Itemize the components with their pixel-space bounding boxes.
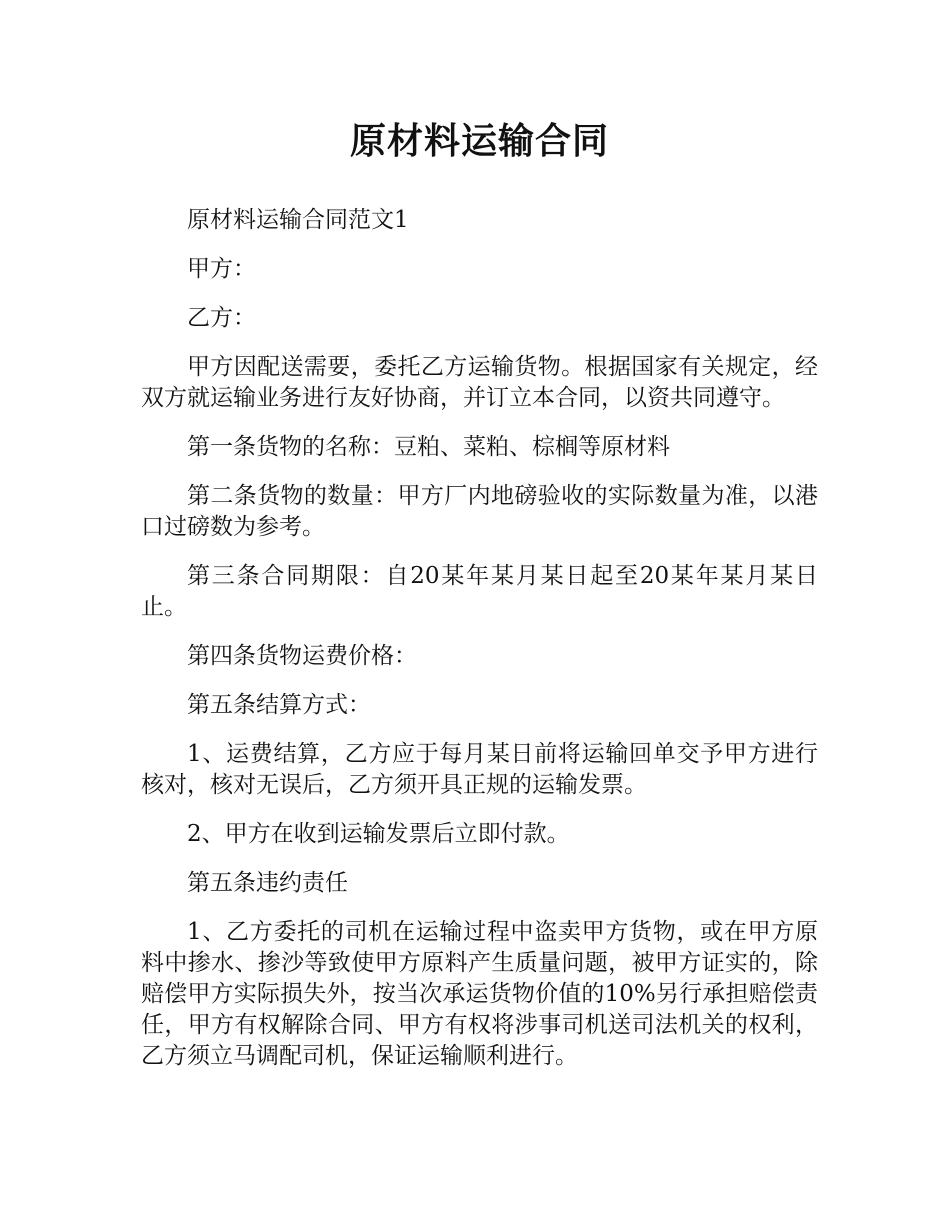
paragraph-liability-item-1: 1、乙方委托的司机在运输过程中盗卖甲方货物，或在甲方原料中掺水、掺沙等致使甲方原料产生质量问题，被甲方证实的，除赔偿甲方实际损失外，按当次承运货物价值的10%另行承担赔偿责任，甲方有权解除合同、甲方有权将涉事司机送司法机关的权利，乙方须立马调配司机，保证运输顺利进行。 [141,919,818,1069]
paragraph-party-a: 甲方： [187,256,256,282]
paragraph-party-b: 乙方： [187,305,256,331]
paragraph-article-4: 第四条货物运费价格： [187,643,417,669]
paragraph-article-5-liability: 第五条违约责任 [187,870,348,896]
paragraph-settlement-item-1: 1、运费结算，乙方应于每月某日前将运输回单交予甲方进行核对，核对无误后，乙方须开具正规的运输发票。 [141,741,818,798]
document-title: 原材料运输合同 [349,121,609,162]
paragraph-article-3: 第三条合同期限：自20某年某月某日起至20某年某月某日止。 [141,563,818,620]
paragraph-subtitle: 原材料运输合同范文1 [187,207,409,233]
paragraph-preamble: 甲方因配送需要，委托乙方运输货物。根据国家有关规定，经双方就运输业务进行友好协商，并订立本合同，以资共同遵守。 [141,354,818,411]
paragraph-article-1: 第一条货物的名称：豆粕、菜粕、棕榈等原材料 [187,434,670,460]
paragraph-article-2: 第二条货物的数量：甲方厂内地磅验收的实际数量为准，以港口过磅数为参考。 [141,483,818,540]
paragraph-settlement-item-2: 2、甲方在收到运输发票后立即付款。 [187,821,570,847]
paragraph-article-5-settlement: 第五条结算方式： [187,692,371,718]
